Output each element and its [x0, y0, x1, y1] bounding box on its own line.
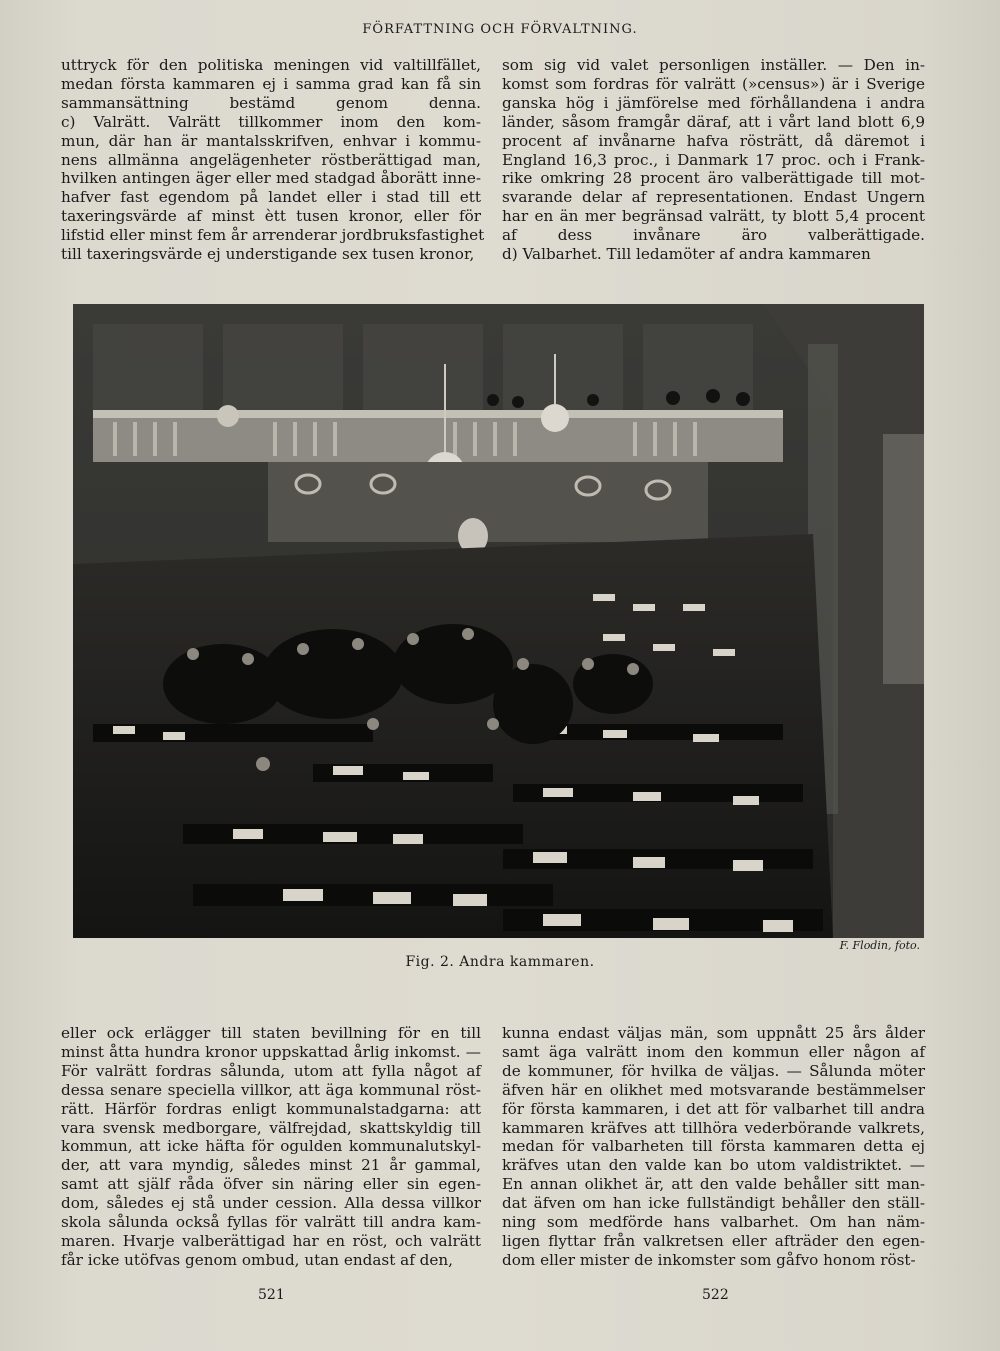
text-line: kräfves utan den valde kan bo utom valdistriktet. — — [502, 1156, 925, 1175]
text-line: ning som medförde hans valbarhet. Om han näm- — [502, 1213, 925, 1232]
text-column-bottom-left — [61, 1024, 481, 1270]
text-line: taxeringsvärde af minst ètt tusen kronor, eller för — [61, 207, 481, 226]
photo-credit: F. Flodin, foto. — [839, 939, 920, 952]
text-line: medan för valbarheten till första kammaren detta ej — [502, 1137, 925, 1156]
text-line: eller ock erlägger till staten bevillning för en till — [61, 1024, 481, 1042]
text-line: får icke utöfvas genom ombud, utan endast af den, — [61, 1250, 453, 1269]
text-line: England 16,3 proc., i Danmark 17 proc. och i Frank- — [502, 150, 925, 169]
text-line: mun, där han är mantalsskrifven, enhvar i kommu- — [61, 131, 481, 150]
text-line: till taxeringsvärde ej understigande sex tusen kronor, — [61, 245, 475, 264]
text-line: ganska hög i jämförelse med förhållandena i andra — [502, 93, 925, 112]
text-line: kammaren kräfves att tillhöra vederbörande valkrets, — [502, 1118, 925, 1137]
text-line: skola sålunda också fyllas för valrätt till andra kam- — [61, 1213, 481, 1232]
page-number-right: 522 — [702, 1287, 729, 1303]
text-line: procent af invånarne hafva rösträtt, då däremot i — [502, 131, 925, 150]
text-line: komst som fordras för valrätt (»census») är i Sverige — [502, 74, 925, 93]
text-line: svarande delar af representationen. Endast Ungern — [502, 188, 925, 207]
figure-caption: Fig. 2. Andra kammaren. — [405, 954, 595, 970]
text-line: dom, således ej stå under cession. Alla dessa villkor — [61, 1194, 481, 1213]
text-line: minst åtta hundra kronor uppskattad årlig inkomst. — — [61, 1042, 481, 1061]
text-line: En annan olikhet är, att den valde behåller sitt man- — [502, 1175, 925, 1194]
text-line: hafver fast egendom på landet eller i stad till ett — [61, 188, 481, 207]
text-line: af dess invånare äro valberättigade. — [502, 226, 925, 245]
text-line: dom eller mister de inkomster som gåfvo honom röst- — [502, 1250, 916, 1269]
text-line: för första kammaren, i det att för valbarhet till andra — [502, 1099, 925, 1118]
text-line: dat äfven om han icke fullständigt behåller den ställ- — [502, 1194, 925, 1213]
text-line: c) Valrätt. Valrätt tillkommer inom den kom- — [61, 112, 481, 131]
text-line: d) Valbarhet. Till ledamöter af andra kammaren — [502, 245, 871, 264]
text-line: hvilken antingen äger eller med stadgad åborätt inne- — [61, 169, 481, 188]
page-number-left: 521 — [258, 1287, 285, 1303]
text-line: der, att vara myndig, således minst 21 år gammal, — [61, 1156, 481, 1175]
text-line: För valrätt fordras sålunda, utom att fylla något af — [61, 1061, 481, 1080]
text-line: sammansättning bestämd genom denna. — [61, 93, 481, 112]
text-line: samt att själf råda öfver sin näring eller sin egen- — [61, 1175, 481, 1194]
text-line: lifstid eller minst fem år arrenderar jordbruksfastighet — [61, 226, 485, 245]
text-line: maren. Hvarje valberättigad har en röst, och valrätt — [61, 1231, 481, 1250]
text-line: vara svensk medborgare, välfrejdad, skattskyldig till — [61, 1118, 481, 1137]
text-line: ligen flyttar från valkretsen eller afträder den egen- — [502, 1231, 925, 1250]
chamber-photograph — [73, 304, 924, 938]
text-line: har en än mer begränsad valrätt, ty blott 5,4 procent — [502, 207, 925, 226]
text-line: medan första kammaren ej i samma grad kan få sin — [61, 74, 481, 93]
text-column-top-left — [61, 56, 485, 264]
text-column-top-right — [502, 56, 925, 264]
text-line: de kommuner, för hvilka de väljas. — Sålunda möter — [502, 1061, 925, 1080]
text-line: länder, såsom framgår däraf, att i vårt land blott 6,9 — [502, 112, 925, 131]
text-line: äfven här en olikhet med motsvarande bestämmelser — [502, 1080, 925, 1099]
text-line: nens allmänna angelägenheter röstberättigad man, — [61, 150, 481, 169]
text-line: dessa senare speciella villkor, att äga kommunal röst- — [61, 1080, 481, 1099]
text-line: kunna endast väljas män, som uppnått 25 års ålder — [502, 1024, 925, 1042]
text-column-bottom-right — [502, 1024, 925, 1270]
running-header: FÖRFATTNING OCH FÖRVALTNING. — [362, 22, 638, 37]
text-line: rätt. Härför fordras enligt kommunalstadgarna: att — [61, 1099, 481, 1118]
text-line: samt äga valrätt inom den kommun eller någon af — [502, 1042, 925, 1061]
text-line: som sig vid valet personligen inställer. — Den in- — [502, 56, 925, 74]
text-line: rike omkring 28 procent äro valberättigade till mot- — [502, 169, 925, 188]
text-line: uttryck för den politiska meningen vid valtillfället, — [61, 56, 481, 74]
text-line: kommun, att icke häfta för ogulden kommunalutskyl- — [61, 1137, 481, 1156]
